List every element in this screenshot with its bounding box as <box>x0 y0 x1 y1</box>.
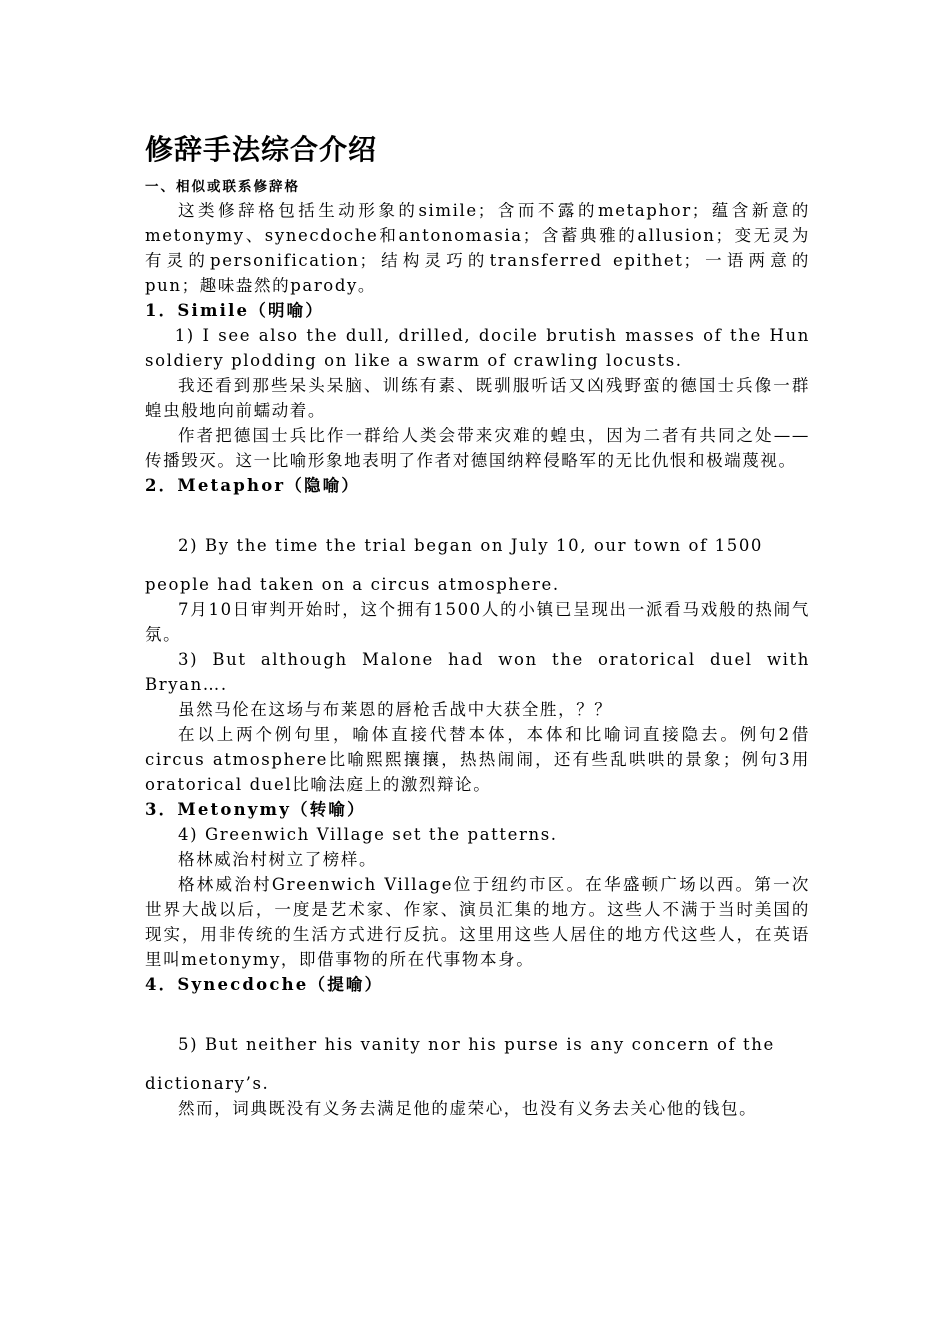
simile-explanation: 作者把德国士兵比作一群给人类会带来灾难的蝗虫，因为二者有共同之处——传播毁灭。这一比喻形象地表明了作者对德国纳粹侵略军的无比仇恨和极端蔑视。 <box>145 426 810 470</box>
intro-paragraph: 这类修辞格包括生动形象的simile；含而不露的metaphor；蕴含新意的metonymy、synecdoche和antonomasia；含蓄典雅的allusion；变无灵为有灵的personification；结构灵巧的transferred epithet；一语两意的pun；趣味盎然的parody。 <box>145 201 810 295</box>
metaphor-example-2-line1: 2) By the time the trial began on July 10, our town of 1500 <box>178 536 764 555</box>
metonymy-translation: 格林威治村树立了榜样。 <box>178 850 378 869</box>
section-heading: 一、相似或联系修辞格 <box>145 179 300 195</box>
metonymy-heading: 3．Metonymy（转喻） <box>145 800 366 819</box>
synecdoche-example-line2: dictionary’s. <box>145 1074 270 1093</box>
synecdoche-translation: 然而，词典既没有义务去满足他的虚荣心，也没有义务去关心他的钱包。 <box>178 1099 758 1118</box>
spacer <box>145 498 810 533</box>
document-title: 修辞手法综合介绍 <box>145 133 378 166</box>
spacer <box>145 997 810 1032</box>
metonymy-example: 4) Greenwich Village set the patterns. <box>178 825 558 844</box>
metaphor-translation-3: 虽然马伦在这场与布莱恩的唇枪舌战中大获全胜，？？ <box>178 700 613 719</box>
synecdoche-heading: 4．Synecdoche（提喻） <box>145 975 384 994</box>
metaphor-translation-2: 7月10日审判开始时，这个拥有1500人的小镇已呈现出一派看马戏般的热闹气氛。 <box>145 600 810 644</box>
metaphor-example-3: 3) But although Malone had won the oratorical duel with Bryan…. <box>145 650 810 694</box>
spacer <box>145 1057 810 1071</box>
synecdoche-example-line1: 5) But neither his vanity nor his purse is any concern of the <box>178 1035 775 1054</box>
document-page <box>145 128 810 1121</box>
metaphor-explanation: 在以上两个例句里，喻体直接代替本体，本体和比喻词直接隐去。例句2借circus atmosphere比喻熙熙攘攘，热热闹闹，还有些乱哄哄的景象；例句3用oratorical duel比喻法庭上的激烈辩论。 <box>145 725 810 794</box>
simile-example: 1) I see also the dull, drilled, docile brutish masses of the Hun soldiery plodding on like a swarm of crawling locusts. <box>145 326 810 370</box>
metonymy-explanation: 格林威治村Greenwich Village位于纽约市区。在华盛顿广场以西。第一次世界大战以后，一度是艺术家、作家、演员汇集的地方。这些人不满于当时美国的现实，用非传统的生活方式进行反抗。这里用这些人居住的地方代这些人，在英语里叫metonymy，即借事物的所在代事物本身。 <box>145 875 810 969</box>
simile-translation: 我还看到那些呆头呆脑、训练有素、既驯服听话又凶残野蛮的德国士兵像一群蝗虫般地向前蠕动着。 <box>145 376 810 420</box>
metaphor-example-2-line2: people had taken on a circus atmosphere. <box>145 575 560 594</box>
metaphor-heading: 2．Metaphor（隐喻） <box>145 476 361 495</box>
spacer <box>145 558 810 572</box>
simile-heading: 1．Simile（明喻） <box>145 301 325 320</box>
